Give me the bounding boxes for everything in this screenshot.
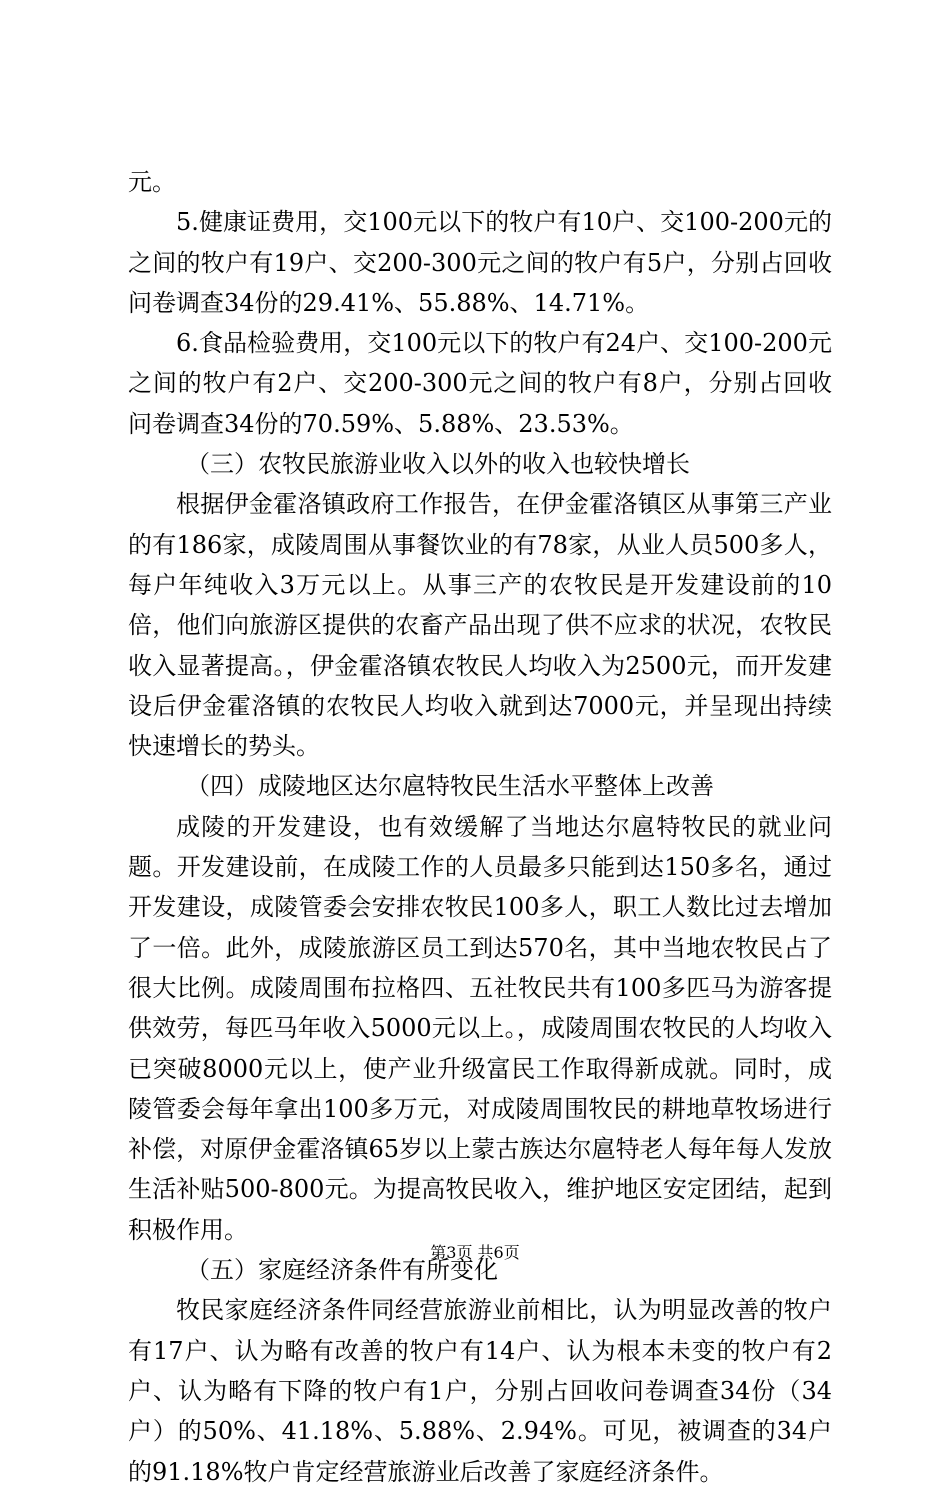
section-heading-3: （三）农牧民旅游业收入以外的收入也较快增长 [186,450,690,479]
paragraph-food-inspection-fees: 6.食品检验费用，交100元以下的牧户有24户、交100-200元之间的牧户有2户、交200-300元之间的牧户有8户，分别占回收问卷调查34份的70.59%、5.88%、23.53%。 [128,329,832,438]
document-body [128,162,832,1492]
section-heading-4: （四）成陵地区达尔扈特牧民生活水平整体上改善 [186,772,714,801]
paragraph-continuation: 元。 [128,168,176,196]
paragraph-health-certificate-fees: 5.健康证费用，交100元以下的牧户有10户、交100-200元的之间的牧户有19户、交200-300元之间的牧户有5户，分别占回收问卷调查34份的29.41%、55.88%、14.71%。 [128,208,832,317]
section-heading-5: （五）家庭经济条件有所变化 [186,1256,498,1285]
page-number-footer: 第3页 共6页 [430,1243,520,1262]
paragraph-living-standards: 成陵的开发建设，也有效缓解了当地达尔扈特牧民的就业问题。开发建设前，在成陵工作的人员最多只能到达150多名，通过开发建设，成陵管委会安排农牧民100多人，职工人数比过去增加了一倍。此外，成陵旅游区员工到达570名，其中当地农牧民占了很大比例。成陵周围布拉格四、五社牧民共有100多匹马为游客提供效劳，每匹马年收入5000元以上。，成陵周围农牧民的人均收入已突破8000元以上，使产业升级富民工作取得新成就。同时，成陵管委会每年拿出100多万元，对成陵周围牧民的耕地草牧场进行补偿，对原伊金霍洛镇65岁以上蒙古族达尔扈特老人每年每人发放生活补贴500-800元。为提高牧民收入，维护地区安定团结，起到积极作用。 [128,812,832,1244]
paragraph-non-tourism-income: 根据伊金霍洛镇政府工作报告，在伊金霍洛镇区从事第三产业的有186家，成陵周围从事餐饮业的有78家，从业人员500多人，每户年纯收入3万元以上。从事三产的农牧民是开发建设前的10倍，他们向旅游区提供的农畜产品出现了供不应求的状况，农牧民收入显著提高。，伊金霍洛镇农牧民人均收入为2500元，而开发建设后伊金霍洛镇的农牧民人均收入就到达7000元，并呈现出持续快速增长的势头。 [128,490,832,761]
paragraph-household-economy: 牧民家庭经济条件同经营旅游业前相比，认为明显改善的牧户有17户、认为略有改善的牧户有14户、认为根本未变的牧户有2户、认为略有下降的牧户有1户，分别占回收问卷调查34份（34户）的50%、41.18%、5.88%、2.94%。可见，被调查的34户的91.18%牧户肯定经营旅游业后改善了家庭经济条件。 [128,1296,832,1486]
